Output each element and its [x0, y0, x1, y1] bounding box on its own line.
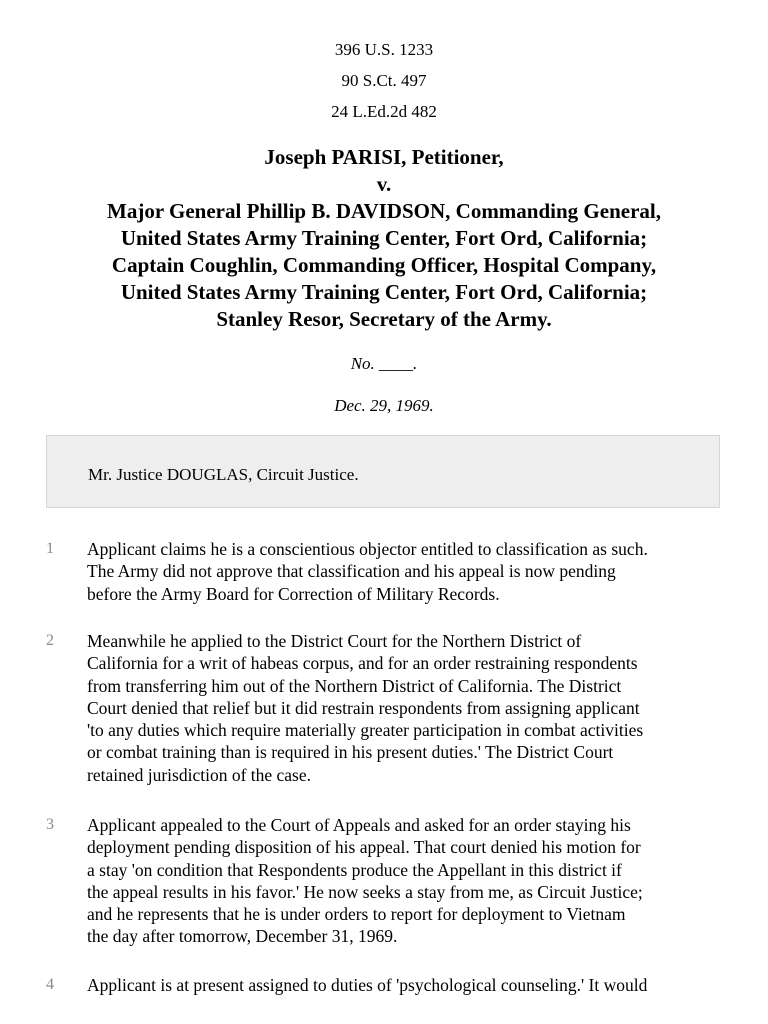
- paragraph-line: Meanwhile he applied to the District Court for the Northern District of: [87, 631, 582, 651]
- paragraph-line: from transferring him out of the Northern District of California. The District: [87, 675, 622, 696]
- paragraph-line: Applicant appealed to the Court of Appeals and asked for an order staying his: [87, 815, 631, 835]
- paragraph-number: 1: [46, 540, 54, 557]
- caption-respondent-line: Major General Phillip B. DAVIDSON, Commanding General,: [107, 199, 661, 223]
- paragraph-number: 4: [46, 976, 54, 993]
- citation-supreme-court-reporter: 90 S.Ct. 497: [341, 71, 427, 90]
- case-caption: [30, 144, 738, 333]
- docket-number: No. ____.: [350, 354, 418, 373]
- citations: [0, 34, 768, 127]
- paragraph-line: before the Army Board for Correction of Military Records.: [87, 583, 500, 604]
- paragraph-line: 'to any duties which require materially greater participation in combat activities: [87, 720, 644, 741]
- paragraph-line: Court denied that relief but it did restrain respondents from assigning applicant: [87, 697, 640, 718]
- paragraph-line: Applicant is at present assigned to duties of 'psychological counseling.' It would: [87, 975, 648, 995]
- opinion-author-box: [46, 435, 720, 508]
- paragraph-text: [87, 974, 732, 996]
- paragraph-line: or combat training than is required in his present duties.' The District Court: [87, 742, 614, 763]
- paragraph-line: a stay 'on condition that Respondents produce the Appellant in this district if: [87, 859, 622, 880]
- paragraph-text: [87, 630, 732, 786]
- caption-versus: v.: [376, 172, 392, 196]
- paragraph-line: retained jurisdiction of the case.: [87, 764, 312, 785]
- paragraph-text: [87, 814, 732, 948]
- paragraph-text: [87, 538, 732, 605]
- paragraph-line: and he represents that he is under orders to report for deployment to Vietnam: [87, 904, 626, 925]
- caption-petitioner: Joseph PARISI, Petitioner,: [264, 145, 504, 169]
- opinion-author: Mr. Justice DOUGLAS, Circuit Justice.: [88, 465, 359, 484]
- citation-lawyers-edition: 24 L.Ed.2d 482: [331, 102, 437, 121]
- paragraph-line: The Army did not approve that classification and his appeal is now pending: [87, 561, 616, 582]
- paragraph-line: California for a writ of habeas corpus, and for an order restraining respondents: [87, 653, 638, 674]
- caption-respondent-line: United States Army Training Center, Fort Ord, California;: [120, 226, 648, 250]
- paragraph-number: 3: [46, 816, 54, 833]
- caption-respondent-line: Captain Coughlin, Commanding Officer, Hospital Company,: [111, 253, 657, 277]
- paragraph-line: deployment pending disposition of his appeal. That court denied his motion for: [87, 837, 641, 858]
- caption-respondent-line: Stanley Resor, Secretary of the Army.: [216, 307, 552, 331]
- paragraph-line: Applicant claims he is a conscientious objector entitled to classification as such.: [87, 539, 648, 559]
- paragraph-line: the appeal results in his favor.' He now seeks a stay from me, as Circuit Justice;: [87, 881, 643, 902]
- decision-date: Dec. 29, 1969.: [334, 396, 434, 415]
- caption-respondent-line: United States Army Training Center, Fort Ord, California;: [120, 280, 648, 304]
- citation-us-reports: 396 U.S. 1233: [334, 40, 434, 59]
- paragraph-number: 2: [46, 632, 54, 649]
- paragraph-line: the day after tomorrow, December 31, 1969.: [87, 926, 398, 947]
